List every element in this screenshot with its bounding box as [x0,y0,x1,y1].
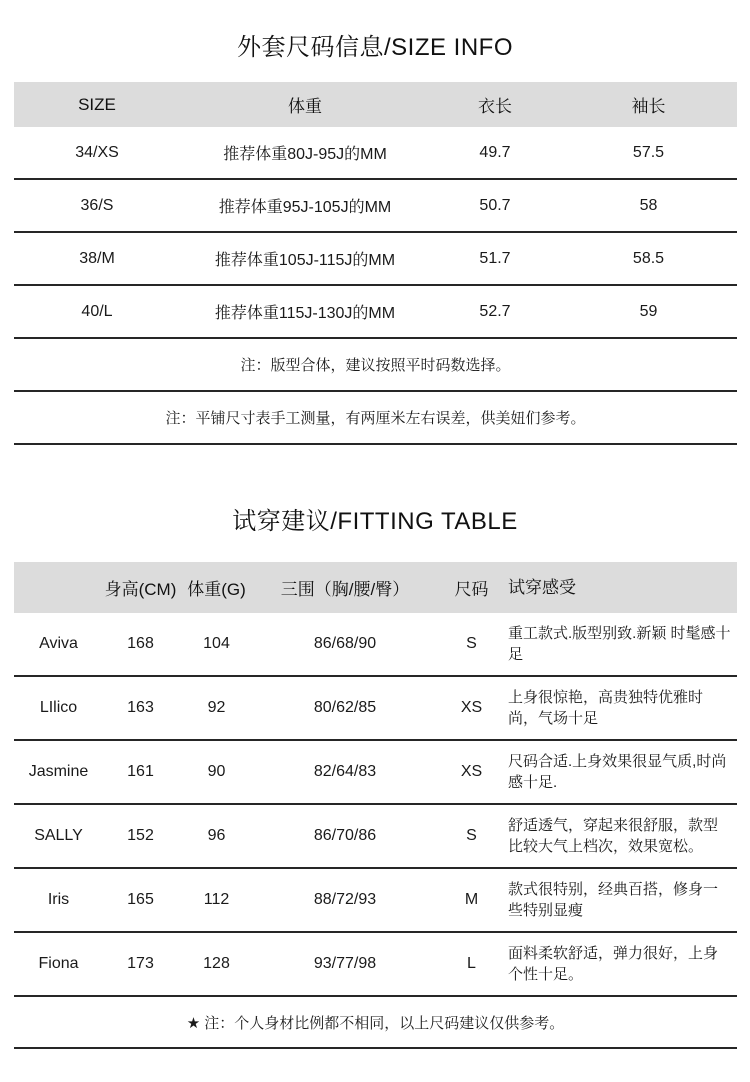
size-table-note: 注：平铺尺寸表手工测量，有两厘米左右误差，供美妞们参考。 [14,392,737,445]
size-cell: 40/L [81,302,113,320]
height-cell: 165 [127,891,154,908]
fitting-table-row [14,805,737,869]
weight-cell: 推荐体重115J-130J的MM [214,305,396,322]
size-cell: XS [460,699,483,716]
weight-cell: 推荐体重95J-105J的MM [218,199,392,216]
feedback-cell: 舒适透气，穿起来很舒服，款型比较大气上档次，效果宽松。 [508,817,719,855]
size-table-header-sleeve: 袖长 [631,97,666,116]
fitting-header-feedback: 试穿感受 [508,578,576,597]
fitting-table-row [14,741,737,805]
weight-cell: 96 [207,827,226,844]
weight-cell: 128 [203,955,230,972]
feedback-cell: 面料柔软舒适，弹力很好，上身个性十足。 [508,945,719,983]
fitting-table-note: ★ 注：个人身材比例都不相同，以上尺码建议仅供参考。 [14,997,737,1049]
size-table-header-weight: 体重 [288,97,322,116]
size-table [14,82,737,445]
sleeve-cell: 58.5 [632,249,665,267]
model-name-cell: Fiona [38,955,79,972]
model-name-cell: SALLY [34,827,83,844]
measurements-cell: 82/64/83 [313,763,377,780]
height-cell: 168 [127,635,154,652]
fitting-table-row [14,677,737,741]
weight-cell: 92 [207,699,226,716]
size-table-row [14,127,737,180]
height-cell: 163 [127,699,154,716]
measurements-cell: 86/70/86 [313,827,377,844]
measurements-cell: 80/62/85 [313,699,377,716]
size-table-row [14,286,737,339]
size-cell: S [466,827,477,844]
fitting-table-row [14,869,737,933]
measurements-cell: 93/77/98 [313,955,377,972]
fitting-table-title: 试穿建议/FITTING TABLE [232,508,518,535]
length-cell: 52.7 [479,302,511,320]
model-name-cell: Jasmine [28,763,89,780]
model-name-cell: Iris [47,891,70,908]
fitting-table [14,562,737,1049]
sleeve-cell: 57.5 [632,143,665,161]
model-name-cell: LIlico [39,699,78,716]
size-cell: 34/XS [75,143,119,161]
fitting-table-header-row [14,562,737,613]
length-cell: 50.7 [479,196,511,214]
size-cell: XS [460,763,483,780]
height-cell: 161 [127,763,154,780]
length-cell: 49.7 [479,143,511,161]
sleeve-cell: 58 [639,196,658,214]
weight-cell: 104 [203,635,230,652]
fitting-header-measurements: 三围（胸/腰/臀） [280,580,410,599]
feedback-cell: 尺码合适.上身效果很显气质,时尚感十足. [508,753,727,791]
size-cell: S [466,635,477,652]
height-cell: 152 [127,827,154,844]
size-table-row [14,180,737,233]
weight-cell: 112 [203,891,230,908]
weight-cell: 推荐体重105J-115J的MM [214,252,396,269]
fitting-table-row [14,933,737,997]
measurements-cell: 86/68/90 [313,635,377,652]
size-table-header-length: 衣长 [478,97,512,116]
model-name-cell: Aviva [39,635,78,652]
length-cell: 51.7 [479,249,511,267]
fitting-header-height: 身高(CM) [104,580,177,599]
feedback-cell: 上身很惊艳，高贵独特优雅时尚，气场十足 [508,689,704,727]
feedback-cell: 款式很特别，经典百搭，修身一些特别显瘦 [508,881,719,919]
height-cell: 173 [127,955,154,972]
fitting-header-weight: 体重(G) [187,580,246,599]
feedback-cell: 重工款式.版型别致.新颖 时髦感十足 [508,625,731,663]
weight-cell: 推荐体重80J-95J的MM [223,146,387,163]
size-cell: M [464,891,479,908]
size-cell: 38/M [79,249,115,267]
fitting-header-size: 尺码 [454,580,489,599]
size-info-title: 外套尺码信息/SIZE INFO [236,34,513,61]
size-table-header-size: SIZE [78,94,116,114]
size-table-row [14,233,737,286]
measurements-cell: 88/72/93 [313,891,377,908]
size-cell: 36/S [80,196,114,214]
sleeve-cell: 59 [639,302,658,320]
size-table-header-row [14,82,737,127]
weight-cell: 90 [207,763,226,780]
fitting-table-row [14,613,737,677]
size-table-note: 注：版型合体，建议按照平时码数选择。 [14,339,737,392]
size-cell: L [467,955,476,972]
